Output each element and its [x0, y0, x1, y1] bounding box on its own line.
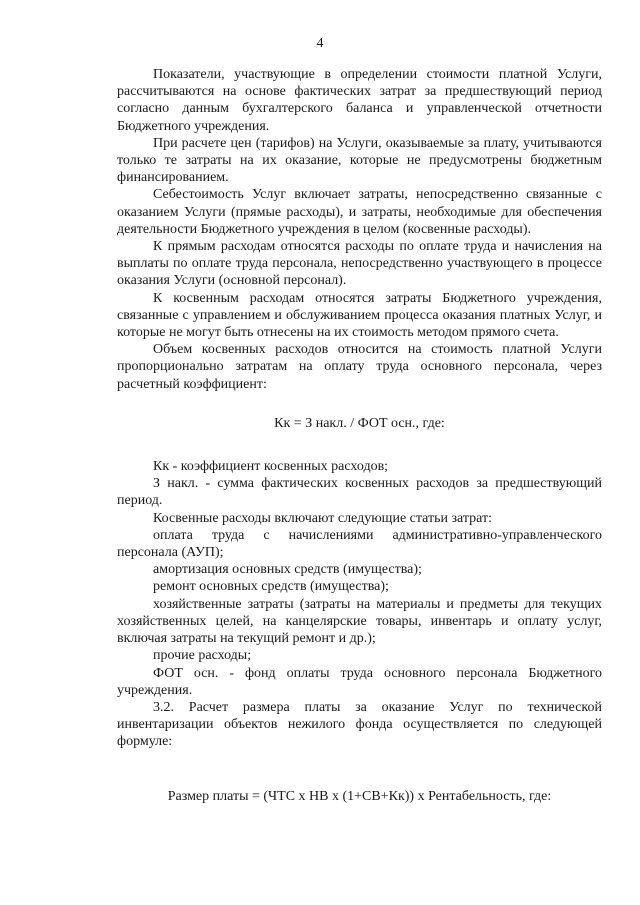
paragraph-cost-price: Себестоимость Услуг включает затраты, непосредственно связанные с оказанием Услуги (прямые расходы), и затраты, необходимые для обеспечения деятельности Бюджетного учреждения в целом (косвенные расходы).	[117, 187, 602, 237]
paragraph-tariff-calculation: При расчете цен (тарифов) на Услуги, оказываемые за плату, учитываются только те затраты на их оказание, которые не предусмотрены бюджетным финансированием.	[117, 135, 602, 186]
cost-item-depreciation: амортизация основных средств (имущества);	[153, 562, 422, 578]
paragraph-direct-costs: К прямым расходам относятся расходы по оплате труда и начисления на выплаты по оплате труда персонала, непосредственно участвующего в процессе оказания Услуги (основной персонал).	[117, 239, 602, 289]
page-number: 4	[316, 36, 324, 51]
document-body	[117, 66, 602, 805]
definition-fot: ФОТ осн. - фонд оплаты труда основного персонала Бюджетного учреждения.	[117, 665, 602, 698]
cost-item-household: хозяйственные затраты (затраты на материалы и предметы для текущих хозяйственных целей, на канцелярские товары, инвентарь и оплату услуг, включая затраты на текущий ремонт и др.);	[117, 596, 602, 647]
cost-item-other: прочие расходы;	[153, 648, 252, 664]
definition-kk: Кк - коэффициент косвенных расходов;	[153, 459, 389, 475]
cost-item-repair: ремонт основных средств (имущества);	[153, 579, 389, 595]
paragraph-cost-indicators: Показатели, участвующие в определении стоимости платной Услуги, рассчитываются на основе фактических затрат за предшествующий период согласно данным бухгалтерского баланса и управленческой отчетности Бюджетного учреждения.	[117, 67, 602, 134]
formula-indirect-coefficient: Кк = З накл. / ФОТ осн., где:	[274, 415, 445, 431]
section-3-2: 3.2. Расчет размера платы за оказание Услуг по технической инвентаризации объектов нежилого фонда осуществляется по следующей формуле:	[117, 699, 602, 750]
definition-z-nakl: З накл. - сумма фактических косвенных расходов за предшествующий период.	[117, 476, 602, 509]
paragraph-indirect-costs: К косвенным расходам относятся затраты Бюджетного учреждения, связанные с управлением и обслуживанием процесса оказания платных Услуг, и которые не могут быть отнесены на их стоимость методом прямого счета.	[117, 290, 602, 341]
paragraph-indirect-allocation: Объем косвенных расходов относится на стоимость платной Услуги пропорционально затратам на оплату труда основного персонала, через расчетный коэффициент:	[117, 342, 602, 392]
formula-fee-size: Размер платы = (ЧТС х НВ х (1+СВ+Кк)) х Рентабельность, где:	[167, 788, 552, 804]
indirect-costs-intro: Косвенные расходы включают следующие статьи затрат:	[153, 510, 493, 526]
cost-item-aup-salary: оплата труда с начислениями административно-управленческого персонала (АУП);	[117, 527, 602, 561]
